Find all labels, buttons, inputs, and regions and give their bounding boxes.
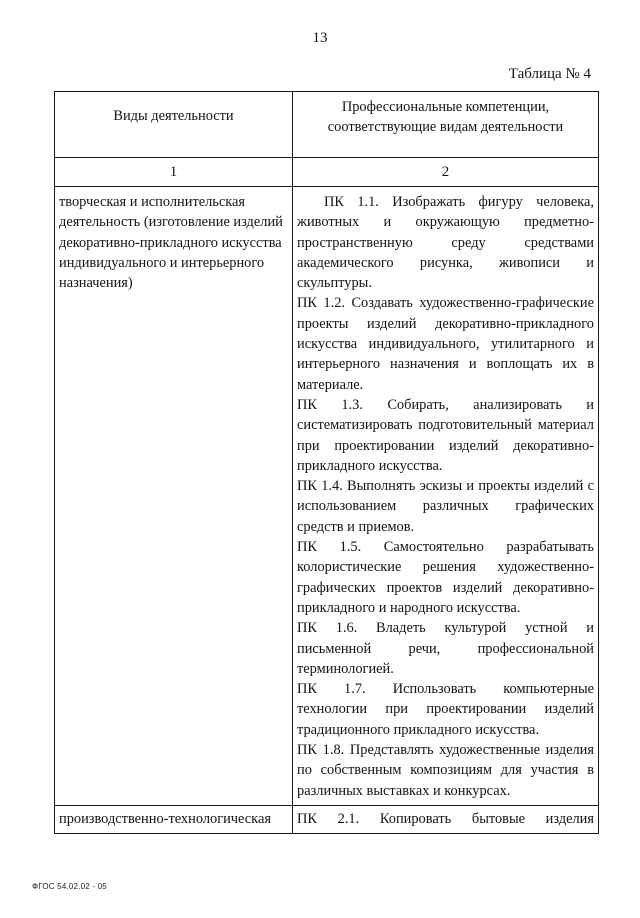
column-number-1: 1 bbox=[55, 158, 293, 187]
column-number-row bbox=[55, 158, 599, 187]
page-number: 13 bbox=[312, 30, 328, 46]
table-caption: Таблица № 4 bbox=[508, 66, 591, 82]
table-row bbox=[55, 187, 599, 806]
competency-item: ПК 1.7. Использовать компьютерные технологии при проектировании изделий традиционного прикладного искусства. bbox=[297, 681, 594, 738]
competencies-cell bbox=[293, 187, 599, 806]
header-competencies-line2: соответствующие видам деятельности bbox=[327, 119, 564, 136]
table-header-row bbox=[55, 92, 599, 158]
competency-item: ПК 1.6. Владеть культурой устной и письменной речи, профессиональной терминологией. bbox=[297, 620, 594, 677]
competencies-cell bbox=[293, 805, 599, 833]
competency-item: ПК 1.8. Представлять художественные изделия по собственным композициям для участия в различных выставках и конкурсах. bbox=[297, 742, 594, 799]
competency-item: ПК 2.1. Копировать бытовые изделия bbox=[297, 810, 594, 827]
header-competencies-line1: Профессиональные компетенции, bbox=[341, 99, 550, 115]
competency-item: ПК 1.2. Создавать художественно-графические проекты изделий декоративно-прикладного искусства индивидуального, утилитарного и интерьерного назначения и воплощать их в материале. bbox=[297, 295, 594, 393]
header-activity-types: Виды деятельности bbox=[55, 92, 293, 158]
activity-cell: производственно-технологическая bbox=[55, 805, 293, 833]
competency-item: ПК 1.3. Собирать, анализировать и систематизировать подготовительный материал при проектировании изделий декоративно-прикладного искусства. bbox=[297, 396, 594, 474]
column-number-2: 2 bbox=[293, 158, 599, 187]
competency-item: ПК 1.5. Самостоятельно разрабатывать колористические решения художественно-графических проектов изделий декоративно-прикладного и народного искусства. bbox=[297, 539, 594, 616]
activity-cell: творческая и исполнительская деятельность (изготовление изделий декоративно-прикладного искусства индивидуального и интерьерного назначения) bbox=[55, 187, 293, 806]
header-competencies bbox=[293, 92, 599, 158]
table-row bbox=[55, 805, 599, 833]
document-code: ФГОС 54.02.02 - 05 bbox=[32, 882, 107, 891]
competency-table bbox=[54, 91, 599, 834]
competency-item: ПК 1.4. Выполнять эскизы и проекты изделий с использованием различных графических средств и приемов. bbox=[297, 478, 594, 535]
competency-item: ПК 1.1. Изображать фигуру человека, животных и окружающую предметно-пространственную среду средствами академического рисунка, живописи и скульптуры. bbox=[297, 194, 594, 292]
